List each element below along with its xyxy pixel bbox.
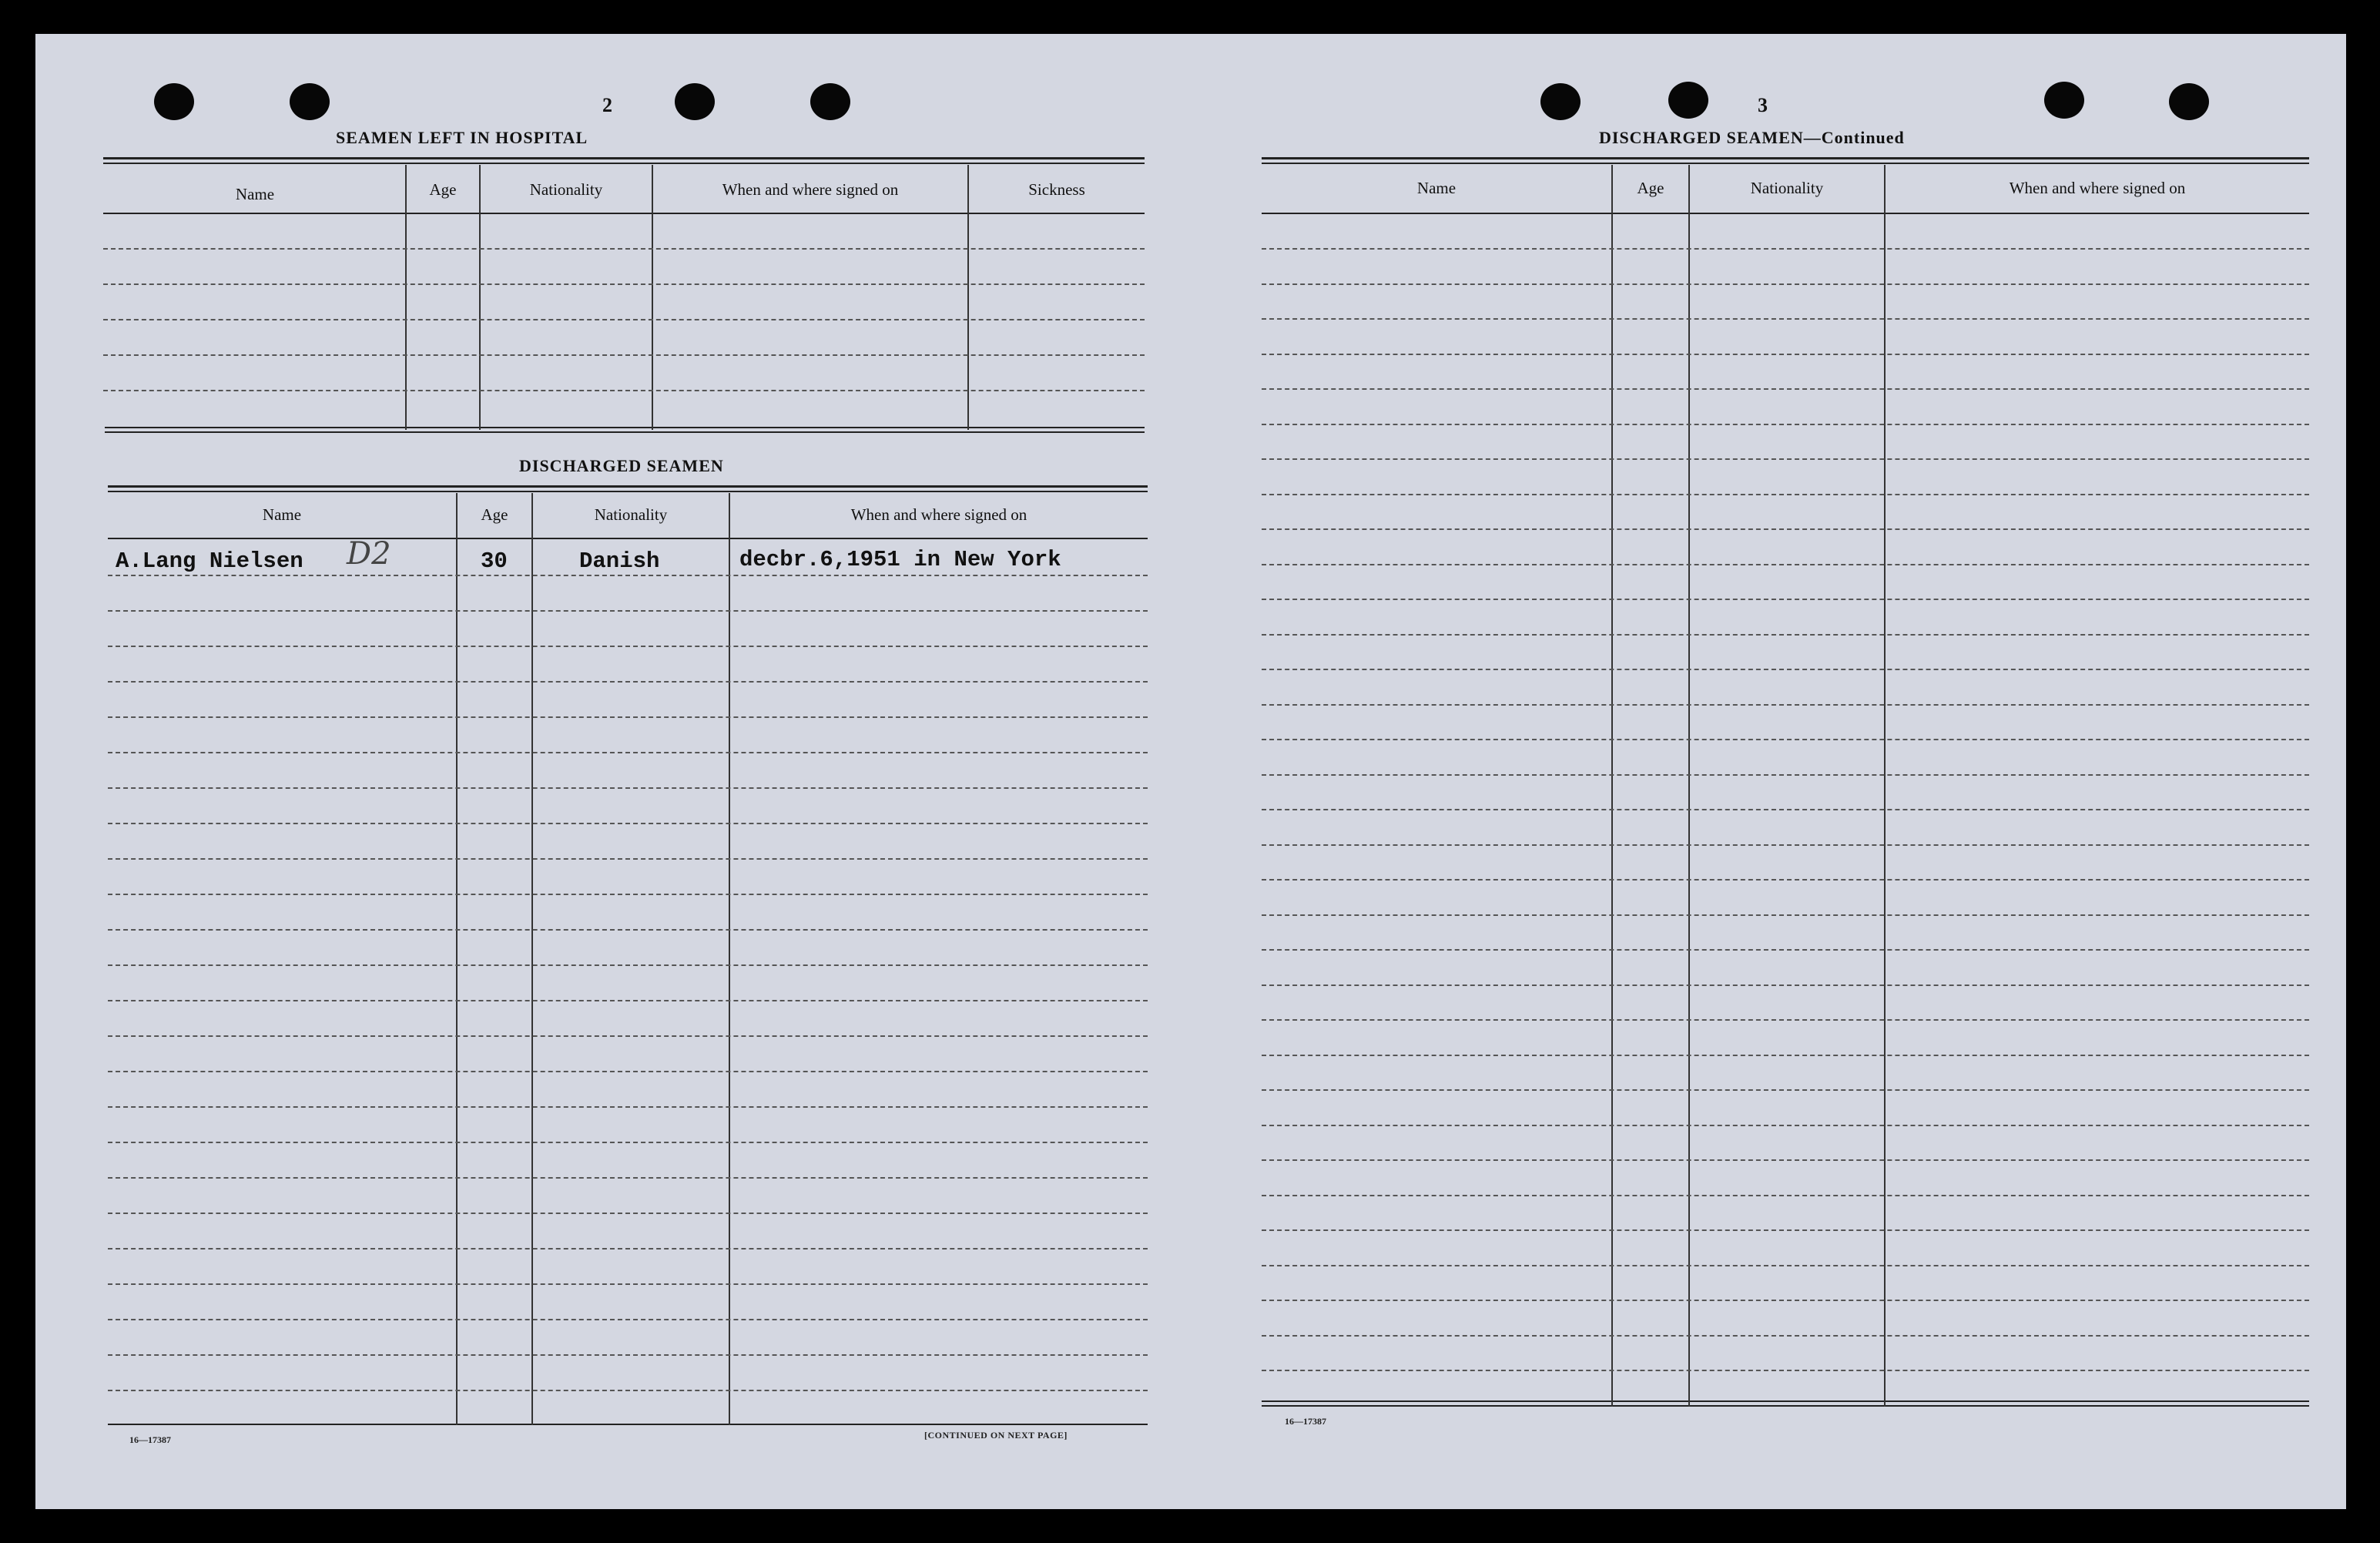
table-row: [108, 1354, 1148, 1356]
table-row: [108, 929, 1148, 931]
table-row: [1262, 283, 2309, 285]
table-bottom-rule: [1262, 1400, 2309, 1402]
table-row: [108, 964, 1148, 966]
entry-signed-on: decbr.6,1951 in New York: [739, 547, 1061, 572]
table-row: [1262, 564, 2309, 565]
table-row: [1262, 774, 2309, 776]
section-title: DISCHARGED SEAMEN—Continued: [1599, 128, 1905, 147]
table-row: [108, 1142, 1148, 1143]
table-row: [1262, 949, 2309, 951]
table-row: [1262, 844, 2309, 846]
table-row: [1262, 1019, 2309, 1021]
continued-note: [CONTINUED ON NEXT PAGE]: [924, 1430, 1068, 1441]
entry-nationality: Danish: [579, 548, 660, 574]
form-number: 16—17387: [1285, 1416, 1326, 1427]
col-header-name: Name: [262, 505, 302, 524]
table-row: [108, 1248, 1148, 1249]
table-row: [103, 390, 1145, 391]
col-header-age: Age: [429, 180, 457, 199]
table-row: [108, 1035, 1148, 1037]
table-row: [1262, 634, 2309, 636]
table-bottom-rule: [105, 427, 1145, 428]
col-header-nationality: Nationality: [594, 505, 668, 524]
table-row: [108, 575, 1148, 576]
table-row: [1262, 1229, 2309, 1231]
col-header-signed-on: When and where signed on: [850, 505, 1027, 524]
table-row: [108, 858, 1148, 860]
table-row: [1262, 669, 2309, 670]
form-sheet: [35, 34, 2346, 1509]
table-row: [108, 681, 1148, 683]
table-row: [108, 752, 1148, 753]
col-header-name: Name: [235, 185, 275, 203]
table-bottom-rule: [1262, 1405, 2309, 1407]
table-row: [1262, 1195, 2309, 1196]
col-header-signed-on: When and where signed on: [722, 180, 899, 199]
table-row: [1262, 388, 2309, 390]
table-row: [103, 283, 1145, 285]
table-row: [1262, 528, 2309, 530]
punch-hole: [810, 83, 850, 120]
table-row: [103, 354, 1145, 356]
table-row: [1262, 248, 2309, 250]
table-row: [1262, 879, 2309, 881]
table-row: [108, 1106, 1148, 1108]
table-top-rule: [1262, 157, 2309, 159]
col-header-age: Age: [481, 505, 508, 524]
table-row: [1262, 739, 2309, 740]
table-row: [108, 1283, 1148, 1285]
column-divider: [1884, 165, 1886, 1407]
page-number: 2: [602, 94, 612, 116]
col-header-nationality: Nationality: [529, 180, 603, 199]
column-divider: [531, 493, 533, 1425]
column-divider: [456, 493, 458, 1425]
table-row: [108, 1213, 1148, 1214]
section-title: DISCHARGED SEAMEN: [519, 456, 724, 475]
col-header-name: Name: [1416, 179, 1456, 197]
page-number: 3: [1758, 94, 1768, 116]
table-row: [108, 1390, 1148, 1391]
table-row: [1262, 985, 2309, 986]
table-row: [103, 248, 1145, 250]
table-row: [1262, 1159, 2309, 1161]
form-number: 16—17387: [129, 1434, 171, 1445]
punch-hole: [2169, 83, 2209, 120]
table-row: [1262, 1370, 2309, 1371]
table-row: [1262, 354, 2309, 355]
table-row: [1262, 1265, 2309, 1266]
header-bottom-rule: [1262, 213, 2309, 214]
table-row: [108, 646, 1148, 647]
table-row: [1262, 704, 2309, 706]
table-row: [108, 787, 1148, 789]
punch-hole: [675, 83, 715, 120]
table-bottom-rule: [105, 431, 1145, 433]
col-header-nationality: Nationality: [1750, 179, 1824, 197]
header-bottom-rule: [103, 213, 1145, 214]
table-row: [1262, 318, 2309, 320]
table-row: [1262, 809, 2309, 810]
handwritten-mark: D2: [347, 536, 391, 572]
table-row: [108, 1177, 1148, 1179]
col-header-age: Age: [1637, 179, 1664, 197]
table-row: [1262, 1055, 2309, 1056]
punch-hole: [154, 83, 194, 120]
table-row: [1262, 914, 2309, 916]
table-top-rule: [103, 157, 1145, 159]
table-row: [1262, 1089, 2309, 1091]
table-top-rule: [103, 163, 1145, 164]
table-row: [108, 823, 1148, 824]
table-row: [1262, 1335, 2309, 1337]
entry-age: 30: [481, 548, 508, 574]
column-divider: [1611, 165, 1613, 1407]
punch-hole: [290, 83, 330, 120]
table-row: [1262, 424, 2309, 425]
punch-hole: [1540, 83, 1581, 120]
table-row: [108, 610, 1148, 612]
punch-hole: [2044, 82, 2084, 119]
header-bottom-rule: [108, 538, 1148, 539]
table-row: [1262, 599, 2309, 600]
table-row: [1262, 494, 2309, 495]
table-row: [1262, 458, 2309, 460]
punch-hole: [1668, 82, 1708, 119]
table-row: [108, 1319, 1148, 1320]
table-top-rule: [1262, 163, 2309, 164]
section-title: SEAMEN LEFT IN HOSPITAL: [336, 128, 588, 147]
table-row: [108, 1000, 1148, 1001]
table-row: [1262, 1125, 2309, 1126]
table-row: [108, 716, 1148, 718]
column-divider: [1688, 165, 1690, 1407]
table-top-rule: [108, 491, 1148, 492]
table-row: [108, 894, 1148, 895]
table-top-rule: [108, 485, 1148, 488]
table-row: [103, 319, 1145, 320]
table-row: [108, 1071, 1148, 1072]
column-divider: [729, 493, 730, 1425]
col-header-sickness: Sickness: [1028, 180, 1085, 199]
entry-name: A.Lang Nielsen: [116, 548, 303, 574]
col-header-signed-on: When and where signed on: [2009, 179, 2186, 197]
table-row: [1262, 1300, 2309, 1301]
table-bottom-rule: [108, 1424, 1148, 1425]
